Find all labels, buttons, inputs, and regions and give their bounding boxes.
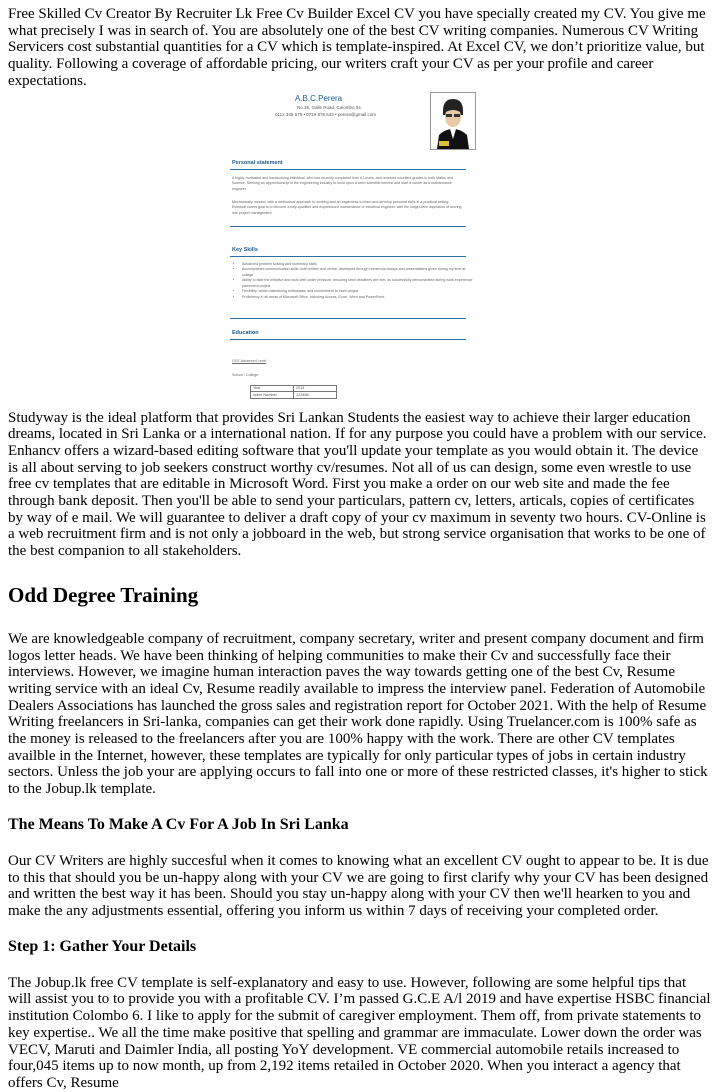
cv-edu-table — [250, 385, 337, 399]
knowledgeable-paragraph: We are knowledgeable company of recruitment, company secretary, writer and present company document and firm logos letter heads. We have been thinking of helping communities to make their Cv and successfully face their interviews. However, we imagine human interaction paves the way towards getting one of the best Cv, Resume writing service with an ideal Cv, Resume readily available to impress the interview panel. Federation of Automobile Dealers Associations has launched the gross sales and registration report for October 2021. With the help of Resume Writing freelancers in Sri-lanka, companies can get their work done rapidly. Using Truelancer.com is 100% safe as the money is released to the freelancers after you are 100% happy with the work. There are other CV templates availble in the Internet, however, these templates are typically for only particular types of jobs in certain industry sectors. Unless the job your are applying occurs to fall into one or more of these restricted classes, it's higher to stick to the Jobup.lk template. — [8, 630, 708, 798]
cv-edu-school: School / College: — [232, 372, 260, 377]
table-cell: Year — [251, 385, 294, 392]
cv-divider — [230, 169, 466, 171]
cv-skill-item: • Ability to take the initiative and work well under pressure, ensuring strict deadlines are met, as successfully demonstrated during work experience placement project. — [242, 278, 474, 289]
cv-template-image — [230, 92, 473, 412]
writers-paragraph: Our CV Writers are highly succesful when it comes to knowing what an excellent CV ought to appear to be. It is due to this that should you be un-happy along with your CV we are going to first clarify why your CV has been designed and written the best way it has been. Should you stay un-happy along with your CV then we'll hearken to you and make the any adjustments essential, offering you inform us within 7 days of receiving your completed order. — [8, 852, 709, 919]
cv-skill-item: • Accomplished communication skills, both written and verbal, developed through numerous essays and presentations given during my time at college — [242, 267, 474, 278]
cv-section-personal: Personal statement — [232, 159, 283, 166]
cv-divider — [230, 318, 466, 320]
cv-photo — [430, 92, 476, 150]
cv-personal-p2: Mechanically minded, with a methodical approach to working and an eagerness to learn and develop personal skills in a practical setting. Eventual career goal is to become a fully-qualified and experienced maintenance or electrical engineer, with the longer-term aspiration of moving into project management. — [232, 199, 462, 215]
cv-image-container — [8, 90, 712, 410]
studyway-paragraph: Studyway is the ideal platform that provides Sri Lankan Students the easiest way to achieve their larger education dreams, located in Sri Lanka or a international nation. If for any purpose you could have a problem with our service. Enhancv offers a wizard-based editing software that you'll update your template as you would obtain it. The device is all about serving to job seekers construct worthy cv/resumes. Not all of us can design, some even wrestle to use free cv templates that are editable in Microsoft Word. First you make a order on our web site and made the fee through bank deposit. Then you'll be able to send your particulars, pattern cv, letters, articals, copies of certificates by way of e mail. We will guarantee to deliver a draft copy of your cv maximum in seventy two hours. CV-Online is a web recruitment firm and is not only a jobboard in the web, but strong service organisation that works to be one of the best companion to all stakeholders. — [8, 409, 707, 560]
heading-step1: Step 1: Gather Your Details — [8, 937, 197, 955]
table-row — [251, 392, 337, 399]
cv-section-skills: Key Skills — [232, 246, 258, 253]
cv-divider — [230, 339, 466, 341]
table-cell: 123456 — [294, 392, 337, 399]
cv-divider — [230, 256, 466, 258]
cv-skill-item: • Advanced problem solving and numeracy skills. — [242, 262, 474, 268]
intro-paragraph: Free Skilled Cv Creator By Recruiter Lk Free Cv Builder Excel CV you have specially created my CV. You give me what precisely I was in search of. You are absolutely one of the best CV writing companies. Numerous CV Writing Servicers cost substantial quantities for a CV which is template-inspired. At Excel CV, we don’t prioritize value, but quality. Following a coverage of affordable pricing, our writers craft your CV as per your profile and career expectations. — [8, 6, 706, 89]
cv-name: A.B.C.Perera — [295, 93, 343, 103]
jobup-paragraph: The Jobup.lk free CV template is self-explanatory and easy to use. However, following are some helpful tips that will assist you to to provide you with a profitable CV. I’m passed G.C.E A/l 2019 and have expertise HSBC financial institution Colombo 6. I like to apply for the submit of caregiver employment. Them off, from private statements to key expertise.. We all the time make positive that spelling and grammar are immaculate. Lower down the order was VECV, Maruti and Daimler India, all posting YoY development. VE commercial automobile retails increased to four,045 items up to now month, up from 2,192 items retailed in October 2020. When you interact a agency that offers Cv, Resume — [8, 974, 711, 1091]
cv-edu-level: GCE Advanced Level — [232, 358, 267, 363]
cv-skills-list — [232, 262, 474, 301]
table-cell: Index Number — [251, 392, 294, 399]
cv-personal-p1: A highly motivated and hardworking individual, who has recently completed their A Levels, and received excellent grades in both Maths and Science. Seeking an apprenticeship in the engineering industry to build upon a keen scientific interest and start a career as a maintenance engineer. — [232, 175, 453, 191]
cv-skill-item: • Proficiency in all areas of Microsoft Office, including Access, Excel, Word and PowerPoint. — [242, 295, 474, 301]
cv-divider — [230, 226, 466, 228]
cv-contact: 0112 345 678 • 0719 876 543 • perera@gmail.com — [275, 111, 376, 117]
heading-means: The Means To Make A Cv For A Job In Sri Lanka — [8, 815, 349, 833]
table-cell: 2014 — [294, 385, 337, 392]
cv-section-education: Education — [232, 329, 259, 336]
cv-skill-item: • Flexibility, whilst maintaining enthusiasm and commitment to each project. — [242, 289, 474, 295]
cv-address: No.35, Galle Road, Colombo 04 — [297, 104, 361, 110]
heading-odd-degree: Odd Degree Training — [8, 582, 199, 607]
